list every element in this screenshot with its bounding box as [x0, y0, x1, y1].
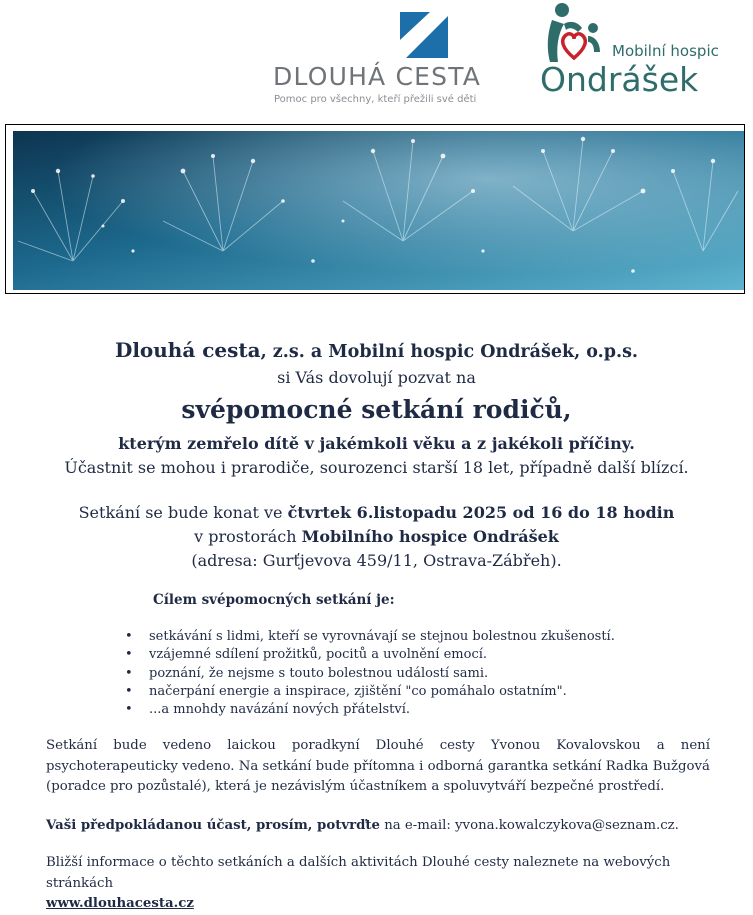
invite-title [0, 395, 753, 424]
ondrasek-subtitle: Mobilní hospic [612, 42, 719, 60]
more-info-text: Bližší informace o těchto setkáních a dalších aktivitách Dlouhé cesty naleznete na webových stránkách [46, 855, 671, 891]
confirm-bold: Vaši předpokládanou účast, prosím, potvrďte [46, 818, 380, 833]
list-item: • poznání, že nejsme s touto bolestnou událostí sami. [125, 665, 615, 683]
invite-organizers [0, 338, 753, 362]
info-paragraph: Setkání bude vedeno laickou poradkyní Dlouhé cesty Yvonou Kovalovskou a není psychoterapeuticky vedeno. Na setkání bude přítomna i odborná garantka setkání Radka Bužgová (poradce pro pozůstalé), která je nezávislým účastníkem a spoluvytváří bezpečné prostředí. [46, 738, 710, 794]
ondrasek-heart-mark-icon [538, 2, 610, 64]
ondrasek-logo [538, 2, 738, 102]
invite-org1: Dlouhá cesta [114, 338, 261, 362]
confirm-paragraph [46, 816, 710, 837]
meeting-datetime: čtvrtek 6.listopadu 2025 od 16 do 18 hodin [287, 503, 675, 522]
invite-line2: si Vás dovolují pozvat na [277, 368, 476, 387]
invite-line5: Účastnit se mohou i prarodiče, sourozenci starší 18 let, případně další blízcí. [64, 458, 689, 477]
dlouha-cesta-mark-icon [400, 12, 448, 58]
meeting-datetime-line [0, 503, 753, 522]
website-link[interactable]: www.dlouhacesta.cz [46, 896, 194, 911]
list-item: • načerpání energie a inspirace, zjištění "co pomáhalo ostatním". [125, 683, 615, 701]
list-item: • vzájemné sdílení prožitků, pocitů a uvolnění emocí. [125, 646, 615, 664]
goals-heading: Cílem svépomocných setkání je: [153, 592, 395, 608]
dlouha-cesta-name: DLOUHÁ CESTA [273, 62, 482, 91]
dandelion-banner-image [13, 131, 744, 290]
meeting-venue-prefix: v prostorách [194, 527, 302, 546]
meeting-prefix: Setkání se bude konat ve [78, 503, 288, 522]
invite-title-text: svépomocné setkání rodičů [181, 395, 563, 424]
goals-list [125, 628, 615, 719]
list-item: • setkávání s lidmi, kteří se vyrovnávají se stejnou bolestnou zkušeností. [125, 628, 615, 646]
dlouha-cesta-logo [270, 12, 485, 107]
dlouha-cesta-tagline: Pomoc pro všechny, kteří přežili své děti [274, 94, 477, 105]
ondrasek-name: Ondrášek [540, 60, 699, 99]
invite-line4: kterým zemřelo dítě v jakémkoli věku a z jakékoli příčiny. [118, 434, 635, 453]
meeting-venue-line [0, 527, 753, 546]
list-item: • ...a mnohdy navázání nových přátelství. [125, 701, 615, 719]
meeting-address: (adresa: Gurťjevova 459/11, Ostrava-Zábřeh). [191, 551, 562, 570]
invite-org1-suffix: , z.s. a Mobilní hospic Ondrášek, o.p.s. [260, 342, 639, 362]
invite-title-suffix: , [562, 395, 572, 424]
more-info-paragraph [46, 853, 710, 915]
confirm-email: na e-mail: yvona.kowalczykova@seznam.cz. [379, 818, 679, 833]
meeting-venue: Mobilního hospice Ondrášek [301, 527, 559, 546]
